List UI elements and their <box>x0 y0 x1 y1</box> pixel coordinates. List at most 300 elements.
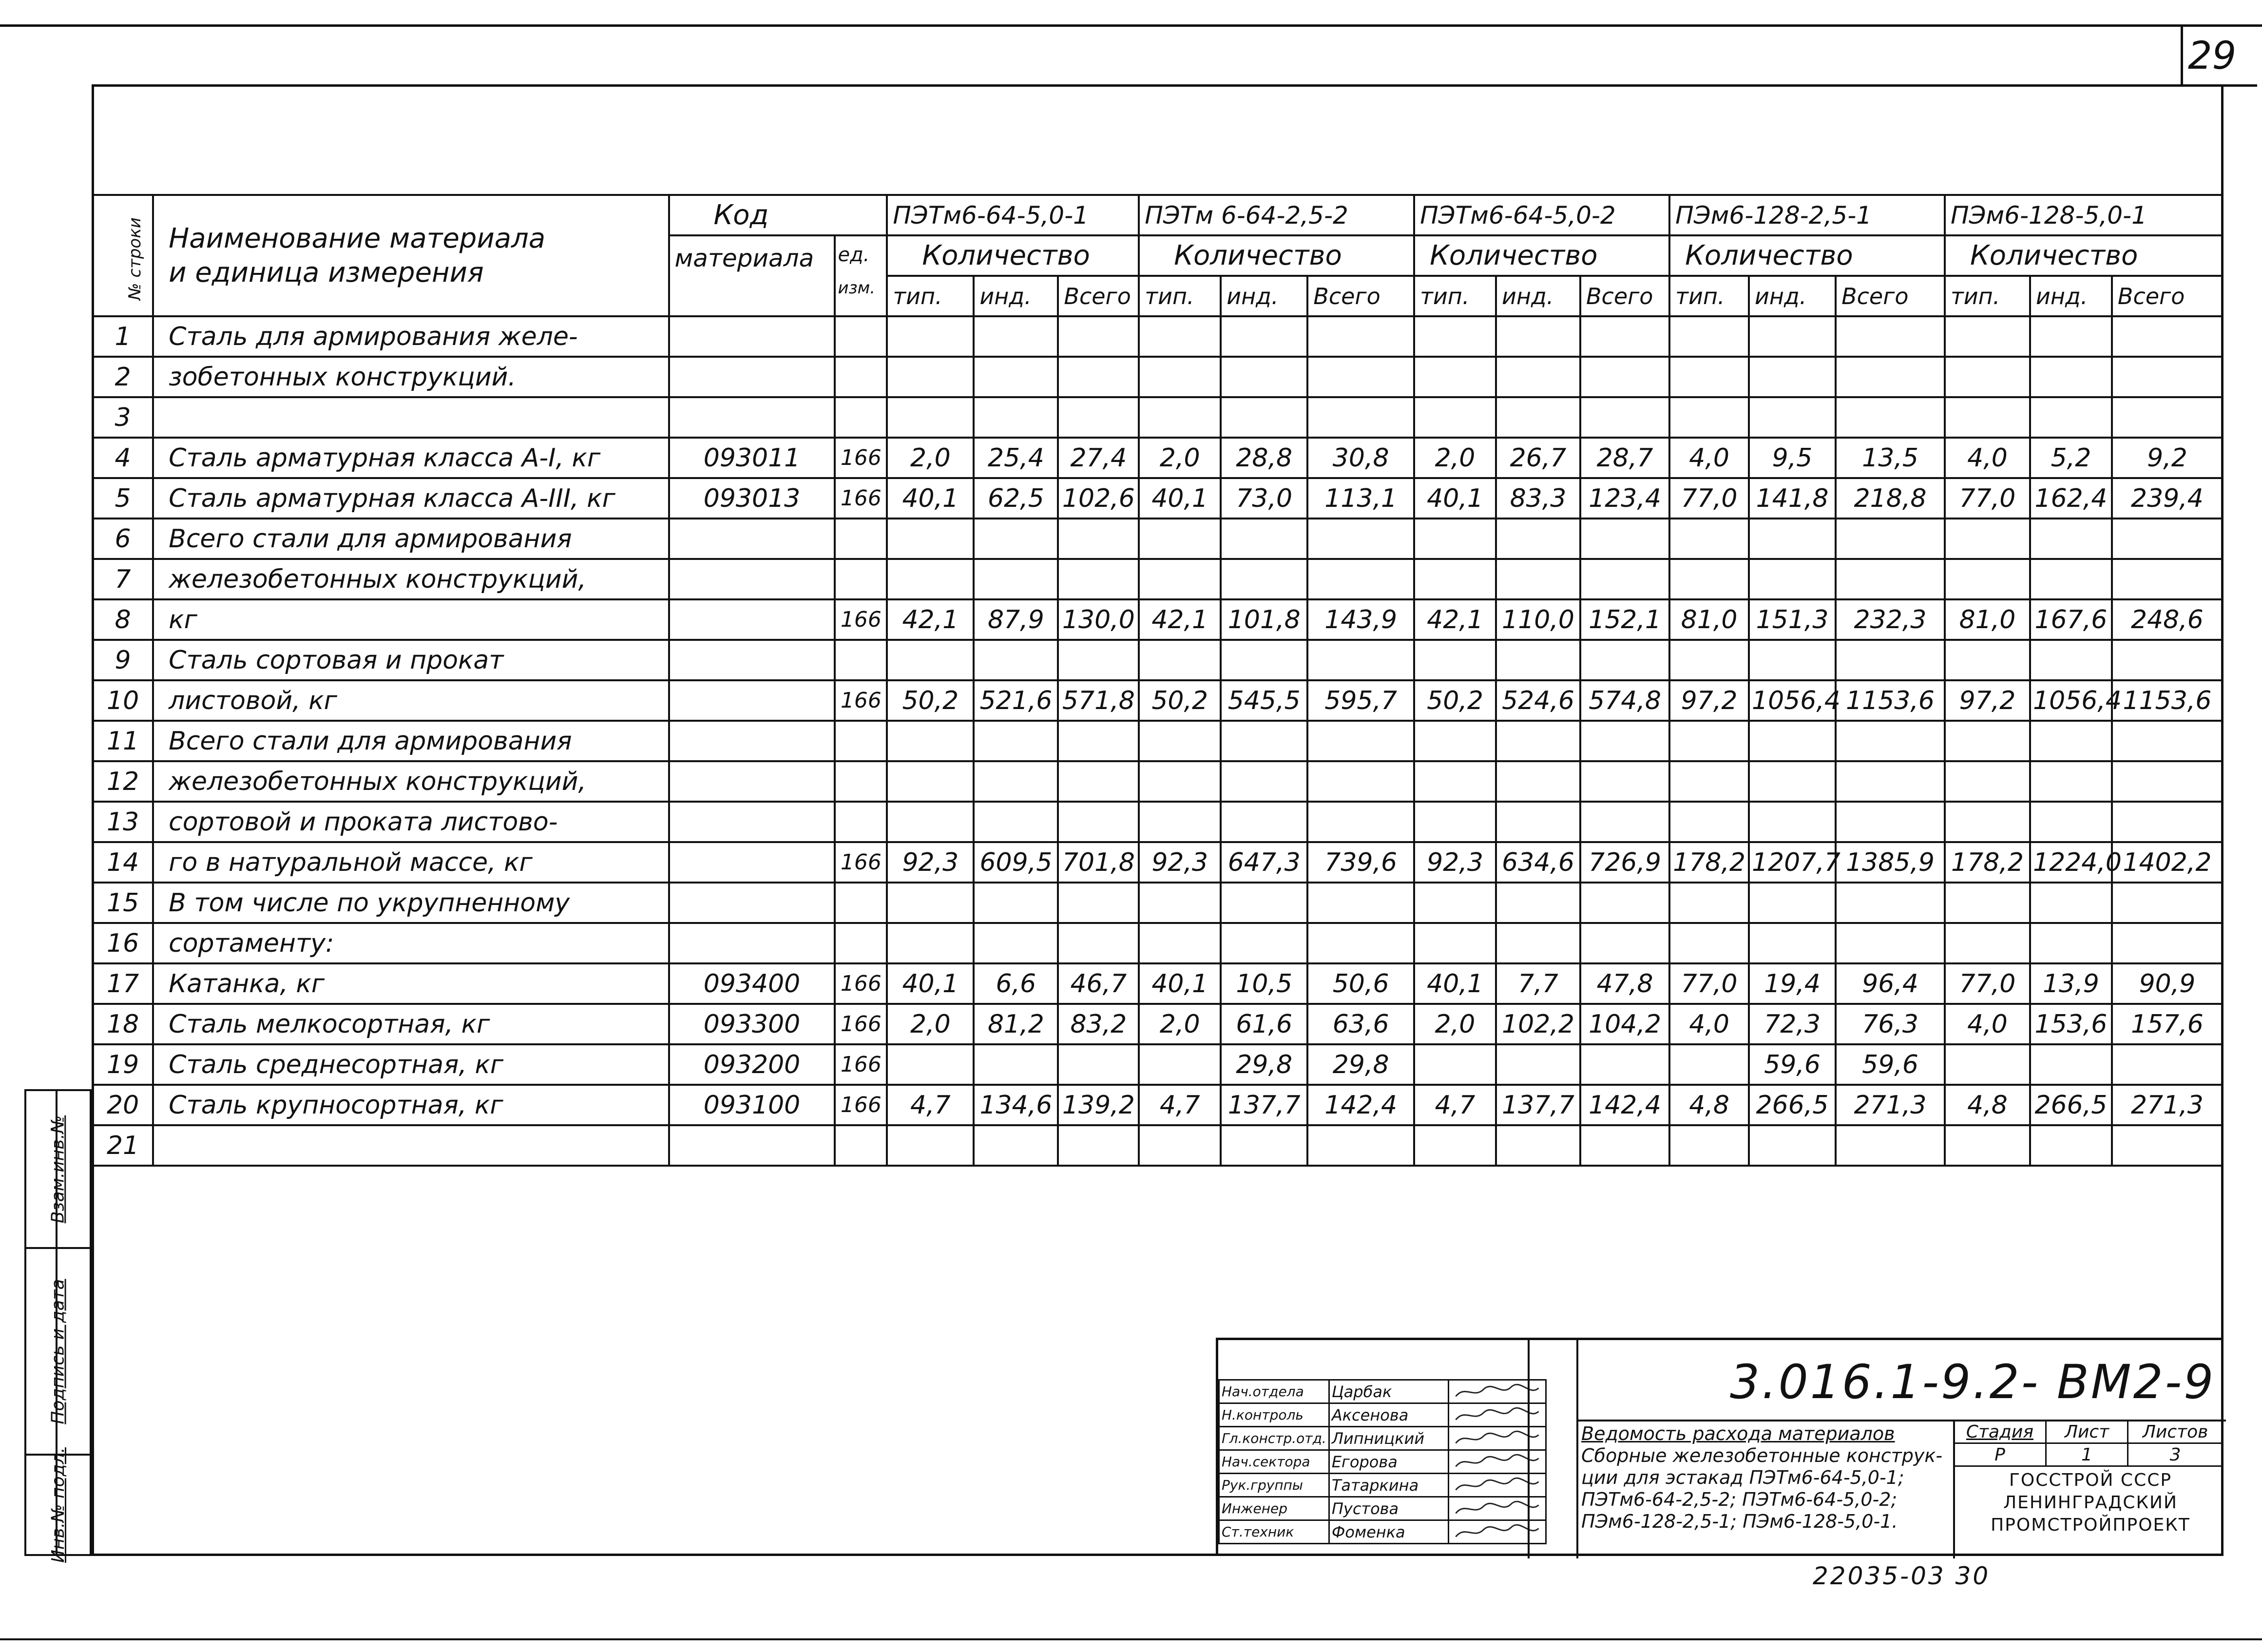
quantity-cell: 50,2 <box>1139 680 1221 721</box>
quantity-cell: 83,2 <box>1058 1004 1139 1044</box>
quantity-cell: 10,5 <box>1221 963 1307 1004</box>
row-number: 4 <box>93 438 153 478</box>
quantity-cell: 87,9 <box>974 599 1058 640</box>
sheets-label: Листов <box>2128 1421 2223 1443</box>
quantity-cell <box>1414 316 1496 357</box>
quantity-cell <box>1749 640 1836 680</box>
quantity-cell <box>1496 802 1580 842</box>
quantity-cell <box>1669 802 1749 842</box>
quantity-cell <box>1749 316 1836 357</box>
quantity-cell <box>2030 397 2112 438</box>
quantity-cell <box>1749 923 1836 963</box>
signature-row <box>1219 1380 1546 1403</box>
material-code <box>669 761 835 802</box>
material-code: 093013 <box>669 478 835 519</box>
quantity-cell: 47,8 <box>1580 963 1669 1004</box>
quantity-cell: 102,2 <box>1496 1004 1580 1044</box>
quantity-cell <box>1945 559 2030 599</box>
stage-value: Р <box>1954 1443 2046 1466</box>
quantity-cell: 81,0 <box>1945 599 2030 640</box>
row-number: 7 <box>93 559 153 599</box>
row-number: 13 <box>93 802 153 842</box>
header-group-1: ПЭТм6-64-5,0-1 <box>887 195 1139 235</box>
quantity-cell <box>1669 1044 1749 1085</box>
quantity-cell <box>1414 802 1496 842</box>
header-total-2: Всего <box>1307 276 1414 316</box>
quantity-cell: 42,1 <box>1414 599 1496 640</box>
quantity-cell <box>887 559 974 599</box>
quantity-cell <box>2030 883 2112 923</box>
quantity-cell <box>1945 761 2030 802</box>
quantity-cell <box>1414 923 1496 963</box>
organization: ГОССТРОЙ СССР ЛЕНИНГРАДСКИЙ ПРОМСТРОЙПРОЕКТ <box>1991 1470 2190 1535</box>
quantity-cell <box>887 761 974 802</box>
quantity-cell <box>887 802 974 842</box>
quantity-cell <box>974 357 1058 397</box>
quantity-cell <box>2112 357 2223 397</box>
header-unit: ед. изм. <box>835 235 887 316</box>
material-code <box>669 802 835 842</box>
quantity-cell <box>887 519 974 559</box>
row-number: 15 <box>93 883 153 923</box>
side-cell-inv-replace: Инв.№ подл. <box>48 1447 68 1563</box>
material-code <box>669 397 835 438</box>
quantity-cell <box>1139 559 1221 599</box>
signature-icon <box>1448 1497 1546 1520</box>
material-code: 093100 <box>669 1085 835 1125</box>
unit-code: 166 <box>835 1044 887 1085</box>
quantity-cell: 4,8 <box>1945 1085 2030 1125</box>
title-block-divider <box>1576 1340 1578 1558</box>
quantity-cell: 113,1 <box>1307 478 1414 519</box>
side-cell-inv-original: Взам.инв.№ <box>48 1115 68 1223</box>
quantity-cell <box>1414 721 1496 761</box>
quantity-cell <box>2030 316 2112 357</box>
material-name <box>153 397 669 438</box>
material-name: Катанка, кг <box>153 963 669 1004</box>
stage-sheet-table <box>1953 1420 2224 1467</box>
quantity-cell <box>1221 316 1307 357</box>
quantity-cell: 50,2 <box>887 680 974 721</box>
quantity-cell: 1224,0 <box>2030 842 2112 883</box>
table-row <box>93 559 2223 599</box>
quantity-cell: 266,5 <box>2030 1085 2112 1125</box>
header-quantity-2: Количество <box>1139 235 1414 276</box>
quantity-cell: 2,0 <box>1414 1004 1496 1044</box>
unit-code: 166 <box>835 680 887 721</box>
quantity-cell: 142,4 <box>1307 1085 1414 1125</box>
quantity-cell: 40,1 <box>887 478 974 519</box>
quantity-cell: 92,3 <box>1414 842 1496 883</box>
quantity-cell <box>1580 802 1669 842</box>
quantity-cell: 5,2 <box>2030 438 2112 478</box>
material-code: 093400 <box>669 963 835 1004</box>
quantity-cell: 13,9 <box>2030 963 2112 1004</box>
quantity-cell: 609,5 <box>974 842 1058 883</box>
quantity-cell <box>1058 1125 1139 1166</box>
quantity-cell: 178,2 <box>1669 842 1749 883</box>
materials-table <box>92 194 2224 1167</box>
signature-row <box>1219 1403 1546 1427</box>
quantity-cell <box>1945 316 2030 357</box>
quantity-cell <box>1945 923 2030 963</box>
quantity-cell <box>1836 761 1945 802</box>
header-quantity-3: Количество <box>1414 235 1669 276</box>
quantity-cell <box>2030 761 2112 802</box>
material-code <box>669 721 835 761</box>
quantity-cell <box>1496 357 1580 397</box>
quantity-cell <box>1307 357 1414 397</box>
quantity-cell <box>2112 519 2223 559</box>
quantity-cell: 162,4 <box>2030 478 2112 519</box>
quantity-cell <box>1945 357 2030 397</box>
quantity-cell: 2,0 <box>1139 438 1221 478</box>
table-row <box>93 438 2223 478</box>
quantity-cell: 26,7 <box>1496 438 1580 478</box>
quantity-cell: 1385,9 <box>1836 842 1945 883</box>
material-code <box>669 519 835 559</box>
quantity-cell: 46,7 <box>1058 963 1139 1004</box>
row-number: 3 <box>93 397 153 438</box>
quantity-cell: 137,7 <box>1496 1085 1580 1125</box>
quantity-cell <box>974 721 1058 761</box>
table-row <box>93 802 2223 842</box>
signature-role: Нач.отдела <box>1219 1380 1329 1403</box>
quantity-cell <box>1836 640 1945 680</box>
material-name: Сталь мелкосортная, кг <box>153 1004 669 1044</box>
quantity-cell: 167,6 <box>2030 599 2112 640</box>
quantity-cell <box>1058 721 1139 761</box>
material-code <box>669 883 835 923</box>
quantity-cell <box>1221 761 1307 802</box>
quantity-cell <box>1307 761 1414 802</box>
unit-code <box>835 559 887 599</box>
row-number: 2 <box>93 357 153 397</box>
quantity-cell <box>887 316 974 357</box>
row-number: 18 <box>93 1004 153 1044</box>
quantity-cell <box>974 397 1058 438</box>
material-name: В том числе по укрупненному <box>153 883 669 923</box>
unit-code <box>835 519 887 559</box>
document-code: 3.016.1-9.2- ВМ2-9 <box>1730 1355 2216 1409</box>
quantity-cell <box>1580 397 1669 438</box>
header-quantity-5: Количество <box>1945 235 2223 276</box>
quantity-cell: 218,8 <box>1836 478 1945 519</box>
quantity-cell <box>887 883 974 923</box>
quantity-cell <box>2030 357 2112 397</box>
quantity-cell <box>2030 1044 2112 1085</box>
row-number: 16 <box>93 923 153 963</box>
quantity-cell <box>1058 357 1139 397</box>
quantity-cell: 123,4 <box>1580 478 1669 519</box>
quantity-cell: 40,1 <box>887 963 974 1004</box>
quantity-cell <box>1058 1044 1139 1085</box>
quantity-cell <box>1414 559 1496 599</box>
quantity-cell <box>1836 316 1945 357</box>
quantity-cell: 29,8 <box>1307 1044 1414 1085</box>
quantity-cell <box>974 883 1058 923</box>
quantity-cell: 76,3 <box>1836 1004 1945 1044</box>
material-name: Сталь для армирования желе- <box>153 316 669 357</box>
quantity-cell <box>1945 640 2030 680</box>
table-row <box>93 519 2223 559</box>
quantity-cell: 27,4 <box>1058 438 1139 478</box>
table-row <box>93 357 2223 397</box>
quantity-cell <box>1836 397 1945 438</box>
unit-code <box>835 640 887 680</box>
quantity-cell: 81,2 <box>974 1004 1058 1044</box>
quantity-cell <box>1139 802 1221 842</box>
material-name: кг <box>153 599 669 640</box>
quantity-cell <box>1307 316 1414 357</box>
material-name: Сталь сортовая и прокат <box>153 640 669 680</box>
header-code-material: материала <box>669 235 835 316</box>
quantity-cell <box>1496 1044 1580 1085</box>
unit-code: 166 <box>835 478 887 519</box>
quantity-cell: 4,0 <box>1945 1004 2030 1044</box>
quantity-cell <box>1669 397 1749 438</box>
quantity-cell <box>1414 761 1496 802</box>
quantity-cell: 7,7 <box>1496 963 1580 1004</box>
quantity-cell <box>1836 1125 1945 1166</box>
quantity-cell <box>974 802 1058 842</box>
material-code <box>669 559 835 599</box>
header-total-3: Всего <box>1580 276 1669 316</box>
header-typ-4: тип. <box>1669 276 1749 316</box>
quantity-cell <box>1749 761 1836 802</box>
material-name: Всего стали для армирования <box>153 519 669 559</box>
material-name: сортовой и проката листово- <box>153 802 669 842</box>
quantity-cell: 102,6 <box>1058 478 1139 519</box>
quantity-cell <box>2112 923 2223 963</box>
signature-icon <box>1448 1427 1546 1450</box>
quantity-cell <box>887 357 974 397</box>
signature-name: Липницкий <box>1329 1427 1448 1450</box>
quantity-cell: 1402,2 <box>2112 842 2223 883</box>
header-typ-2: тип. <box>1139 276 1221 316</box>
quantity-cell <box>1139 761 1221 802</box>
header-ind-4: инд. <box>1749 276 1836 316</box>
quantity-cell <box>1496 721 1580 761</box>
quantity-cell <box>1749 1125 1836 1166</box>
header-typ-5: тип. <box>1945 276 2030 316</box>
quantity-cell: 739,6 <box>1307 842 1414 883</box>
quantity-cell <box>1836 923 1945 963</box>
quantity-cell: 29,8 <box>1221 1044 1307 1085</box>
quantity-cell <box>1945 519 2030 559</box>
quantity-cell <box>1496 559 1580 599</box>
table-row <box>93 640 2223 680</box>
quantity-cell <box>1058 316 1139 357</box>
quantity-cell: 50,6 <box>1307 963 1414 1004</box>
header-group-4: ПЭм6-128-2,5-1 <box>1669 195 1945 235</box>
table-row <box>93 721 2223 761</box>
quantity-cell <box>1496 761 1580 802</box>
unit-code <box>835 397 887 438</box>
quantity-cell <box>1669 519 1749 559</box>
quantity-cell <box>1307 397 1414 438</box>
quantity-cell: 726,9 <box>1580 842 1669 883</box>
quantity-cell: 1153,6 <box>1836 680 1945 721</box>
header-row-number: № строки <box>93 195 153 316</box>
quantity-cell: 90,9 <box>2112 963 2223 1004</box>
unit-code <box>835 357 887 397</box>
quantity-cell: 77,0 <box>1669 963 1749 1004</box>
header-group-5: ПЭм6-128-5,0-1 <box>1945 195 2223 235</box>
quantity-cell: 157,6 <box>2112 1004 2223 1044</box>
table-row <box>93 680 2223 721</box>
quantity-cell: 266,5 <box>1749 1085 1836 1125</box>
quantity-cell <box>1580 316 1669 357</box>
quantity-cell: 40,1 <box>1414 478 1496 519</box>
quantity-cell: 63,6 <box>1307 1004 1414 1044</box>
table-row <box>93 842 2223 883</box>
header-code: Код <box>669 195 887 235</box>
quantity-cell: 42,1 <box>887 599 974 640</box>
quantity-cell: 28,8 <box>1221 438 1307 478</box>
quantity-cell: 59,6 <box>1749 1044 1836 1085</box>
quantity-cell <box>1058 761 1139 802</box>
signature-row <box>1219 1520 1546 1544</box>
title-block <box>1216 1338 2224 1556</box>
quantity-cell <box>887 923 974 963</box>
quantity-cell <box>1139 1125 1221 1166</box>
quantity-cell: 143,9 <box>1307 599 1414 640</box>
quantity-cell <box>1496 923 1580 963</box>
quantity-cell: 42,1 <box>1139 599 1221 640</box>
quantity-cell: 77,0 <box>1945 478 2030 519</box>
page-number: 29 <box>2188 34 2237 78</box>
quantity-cell: 4,7 <box>1414 1085 1496 1125</box>
quantity-cell <box>1836 883 1945 923</box>
material-name: листовой, кг <box>153 680 669 721</box>
quantity-cell <box>1836 559 1945 599</box>
unit-code: 166 <box>835 842 887 883</box>
quantity-cell <box>1414 397 1496 438</box>
quantity-cell <box>1580 1125 1669 1166</box>
quantity-cell <box>887 1044 974 1085</box>
table-row <box>93 599 2223 640</box>
quantity-cell: 97,2 <box>1669 680 1749 721</box>
quantity-cell: 134,6 <box>974 1085 1058 1125</box>
material-name: зобетонных конструкций. <box>153 357 669 397</box>
table-row <box>93 923 2223 963</box>
quantity-cell <box>1139 357 1221 397</box>
sheets-value: 3 <box>2128 1443 2223 1466</box>
quantity-cell <box>1496 316 1580 357</box>
quantity-cell: 110,0 <box>1496 599 1580 640</box>
quantity-cell <box>1221 397 1307 438</box>
quantity-cell <box>1221 721 1307 761</box>
quantity-cell: 19,4 <box>1749 963 1836 1004</box>
unit-code <box>835 316 887 357</box>
quantity-cell <box>1496 1125 1580 1166</box>
quantity-cell <box>1945 883 2030 923</box>
header-typ-1: тип. <box>887 276 974 316</box>
row-number: 1 <box>93 316 153 357</box>
quantity-cell: 595,7 <box>1307 680 1414 721</box>
quantity-cell: 73,0 <box>1221 478 1307 519</box>
quantity-cell <box>1669 1125 1749 1166</box>
table-row <box>93 397 2223 438</box>
header-total-4: Всего <box>1836 276 1945 316</box>
quantity-cell <box>1221 923 1307 963</box>
quantity-cell <box>2112 721 2223 761</box>
quantity-cell <box>1058 883 1139 923</box>
quantity-cell <box>1945 802 2030 842</box>
row-number: 11 <box>93 721 153 761</box>
quantity-cell: 1153,6 <box>2112 680 2223 721</box>
quantity-cell: 4,8 <box>1669 1085 1749 1125</box>
quantity-cell <box>1749 519 1836 559</box>
quantity-cell: 634,6 <box>1496 842 1580 883</box>
quantity-cell <box>974 1125 1058 1166</box>
material-code <box>669 640 835 680</box>
quantity-cell: 96,4 <box>1836 963 1945 1004</box>
quantity-cell <box>1945 1125 2030 1166</box>
quantity-cell: 4,7 <box>1139 1085 1221 1125</box>
quantity-cell: 4,0 <box>1945 438 2030 478</box>
material-code: 093300 <box>669 1004 835 1044</box>
quantity-cell <box>1139 721 1221 761</box>
quantity-cell: 92,3 <box>1139 842 1221 883</box>
header-ind-2: инд. <box>1221 276 1307 316</box>
signature-name: Егорова <box>1329 1450 1448 1474</box>
quantity-cell: 271,3 <box>1836 1085 1945 1125</box>
quantity-cell <box>1496 397 1580 438</box>
sheet-label: Лист <box>2046 1421 2128 1443</box>
quantity-cell <box>1307 721 1414 761</box>
quantity-cell <box>1580 640 1669 680</box>
row-number: 12 <box>93 761 153 802</box>
quantity-cell <box>1221 802 1307 842</box>
quantity-cell: 248,6 <box>2112 599 2223 640</box>
quantity-cell <box>2030 721 2112 761</box>
unit-code: 166 <box>835 963 887 1004</box>
material-name: го в натуральной массе, кг <box>153 842 669 883</box>
quantity-cell: 28,7 <box>1580 438 1669 478</box>
quantity-cell: 9,2 <box>2112 438 2223 478</box>
quantity-cell <box>1749 559 1836 599</box>
signature-role: Инженер <box>1219 1497 1329 1520</box>
quantity-cell <box>2030 802 2112 842</box>
quantity-cell <box>1496 883 1580 923</box>
quantity-cell <box>2112 802 2223 842</box>
stage-label: Стадия <box>1954 1421 2046 1443</box>
quantity-cell: 178,2 <box>1945 842 2030 883</box>
quantity-cell: 40,1 <box>1414 963 1496 1004</box>
quantity-cell <box>974 1044 1058 1085</box>
quantity-cell <box>974 559 1058 599</box>
quantity-cell <box>1496 640 1580 680</box>
quantity-cell <box>1139 397 1221 438</box>
quantity-cell: 92,3 <box>887 842 974 883</box>
quantity-cell <box>1945 721 2030 761</box>
unit-code: 166 <box>835 1085 887 1125</box>
unit-code: 166 <box>835 438 887 478</box>
quantity-cell <box>1221 640 1307 680</box>
quantity-cell <box>2112 1044 2223 1085</box>
quantity-cell <box>974 519 1058 559</box>
quantity-cell <box>1749 397 1836 438</box>
quantity-cell: 4,0 <box>1669 438 1749 478</box>
quantity-cell <box>1307 1125 1414 1166</box>
quantity-cell: 151,3 <box>1749 599 1836 640</box>
material-code <box>669 842 835 883</box>
quantity-cell <box>1307 640 1414 680</box>
quantity-cell <box>1221 357 1307 397</box>
quantity-cell: 524,6 <box>1496 680 1580 721</box>
